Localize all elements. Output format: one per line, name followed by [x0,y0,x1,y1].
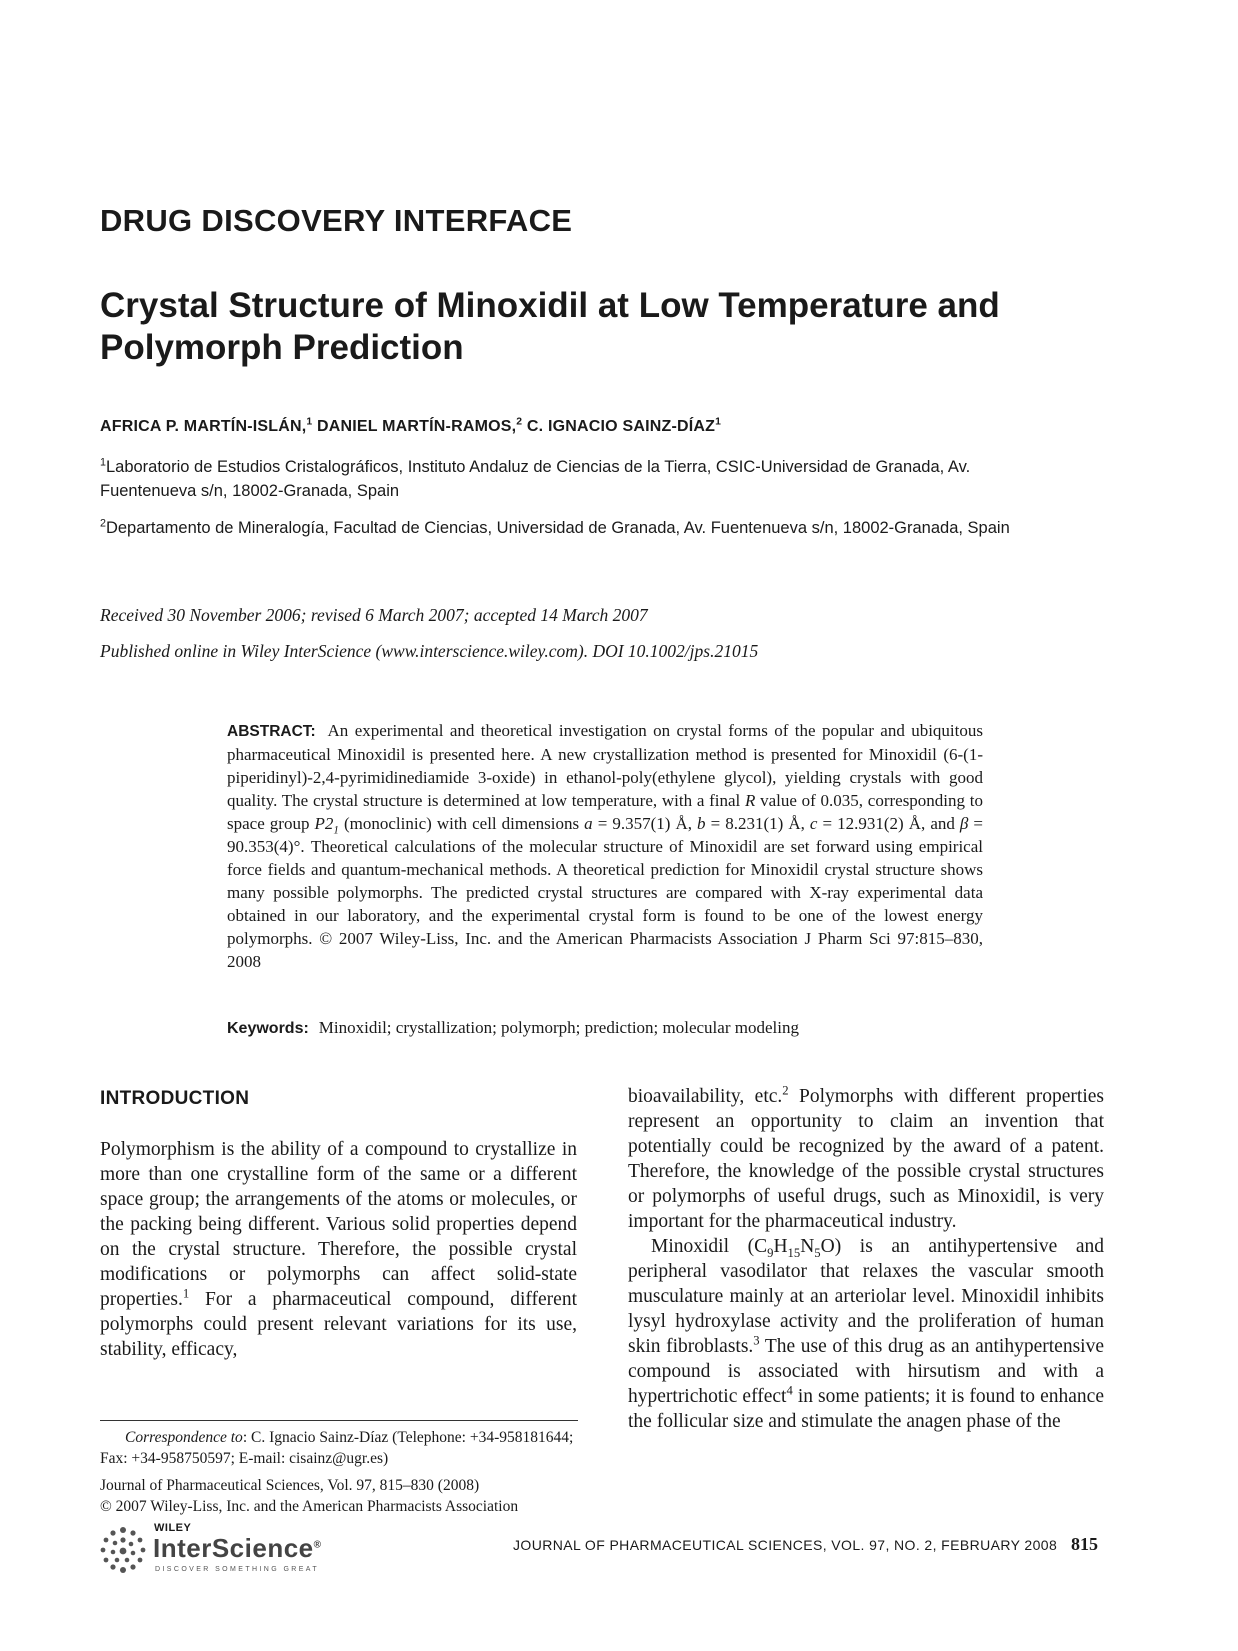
paragraph: Minoxidil $(C_9H_{15}N_5O)$ is an antihypertensive and peripheral vasodilator that relaxes the vascular smooth musculature mainly at an arteriolar level. Minoxidil inhibits lysyl hydroxylase activity and the proliferation of human skin fibroblasts.$^3$ The use of this drug as an antihypertensive compound is associated with hirsutism and with a hypertrichotic effect$^4$ in some patients; it is found to enhance the follicular size and stimulate the anagen phase of the [628,1236,1104,1432]
abstract-text: = 9.357(1) Å, [592,814,698,833]
affiliation-marker: 1 [715,416,722,428]
received-dates: Received 30 November 2006; revised 6 March 2007; accepted 14 March 2007 [100,605,648,625]
publication-info: Published online in Wiley InterScience (www.interscience.wiley.com). DOI 10.1002/jps.21015 [100,641,759,661]
abstract-text: An experimental and theoretical investigation on crystal forms of the popular and ubiquitous pharmaceutical Minoxidil is presented here. A new crystallization method is presented for Minoxidil (6-(1-piperidinyl)-2,4-pyrimidinediamide 3-oxide) in ethanol-poly(ethylene glycol), yielding crystals with good quality. The crystal structure is determined at low temperature, with a final [227,721,983,810]
abstract-text: = 90.353(4)°. Theoretical calculations of the molecular structure of Minoxidil are set forward using empirical force fields and quantum-mechanical methods. A theoretical prediction for Minoxidil crystal structure shows many possible polymorphs. The predicted crystal structures are compared with X-ray experimental data obtained in our laboratory, and the experimental crystal form is found to be one of the lowest energy polymorphs. © 2007 Wiley-Liss, Inc. and the American Pharmacists Association J Pharm Sci 97:815–830, 2008 [227,814,984,971]
correspondence-text: : C. Ignacio Sainz-Díaz (Telephone: +34-958181644; Fax: +34-958750597; E-mail: cisainz@ugr.es) [100,1429,574,1467]
section-heading-introduction: INTRODUCTION [100,1088,250,1109]
affiliation-text: Departamento de Mineralogía, Facultad de Ciencias, Universidad de Granada, Av. Fuentenueva s/n, 18002-Granada, Spain [105,519,1010,537]
affiliation-2 [100,516,1060,540]
author-name: AFRICA P. MARTÍN-ISLÁN, [100,418,307,435]
citation-marker: 3 [753,1333,760,1348]
affiliation-marker: 1 [100,456,106,469]
globe-icon [96,1524,150,1578]
copyright-line: © 2007 Wiley-Liss, Inc. and the American Pharmacists Association [100,1498,519,1515]
abstract-symbol: a [584,814,593,833]
paragraph: bioavailability, etc.$^2$ Polymorphs with different properties represent an opportunity to claim an invention that potentially could be recognized by the award of a patent. Therefore, the knowledge of the possible crystal structures or polymorphs of useful drugs, such as Minoxidil, is very important for the pharmaceutical industry. [628,1083,1104,1232]
body-column-left [100,1137,577,1362]
abstract [227,719,983,973]
running-footer: JOURNAL OF PHARMACEUTICAL SCIENCES, VOL. 97, NO. 2, FEBRUARY 2008 [513,1537,1058,1553]
affiliation-1 [100,455,1060,503]
abstract-text: = 12.931(2) Å, and [817,814,960,833]
correspondence-note [100,1427,578,1469]
keywords-text: Minoxidil; crystallization; polymorph; prediction; molecular modeling [318,1018,799,1037]
wiley-interscience-logo [96,1522,356,1578]
logo-tagline: DISCOVER SOMETHING GREAT [155,1566,320,1573]
keywords [227,1016,987,1040]
affiliation-marker: 1 [306,416,313,428]
affiliation-marker: 2 [100,517,106,530]
author-list [100,418,721,436]
author-name: C. IGNACIO SAINZ-DÍAZ [526,418,716,435]
page-number: 815 [1071,1534,1098,1554]
abstract-text: = 8.231(1) Å, [705,814,810,833]
affiliation-marker: 2 [516,416,523,428]
paper-title: Crystal Structure of Minoxidil at Low Temperature and Polymorph Prediction [100,286,1000,367]
journal-citation: Journal of Pharmaceutical Sciences, Vol. 97, 815–830 (2008) [100,1477,480,1494]
keywords-label: Keywords: [227,1020,309,1037]
journal-info [100,1475,578,1517]
abstract-symbol: c [809,814,818,833]
correspondence-label: Correspondence to [125,1429,243,1446]
paragraph: Polymorphism is the ability of a compound to crystallize in more than one crystalline form of the same or a different space group; the arrangements of the atoms or molecules, or the packing being different. Various solid properties depend on the crystal structure. Therefore, the possible crystal modifications or polymorphs can affect solid-state properties.$^1$ For a pharmaceutical compound, different polymorphs could present relevant variations for its use, stability, efficacy, [100,1139,577,1360]
wiley-wordmark: WILEY [154,1522,192,1534]
abstract-text: (monoclinic) with cell dimensions [338,814,585,833]
abstract-symbol: b [697,814,706,833]
citation-marker: 4 [786,1383,793,1398]
interscience-wordmark: InterScience® [153,1533,322,1563]
abstract-symbol: R [744,791,756,810]
section-label: DRUG DISCOVERY INTERFACE [100,203,573,238]
citation-marker: 2 [782,1083,789,1098]
abstract-symbol: β [959,814,969,833]
affiliation-text: Laboratorio de Estudios Cristalográficos, Instituto Andaluz de Ciencias de la Tierra, CSIC-Universidad de Granada, Av. Fuentenueva s/n, 18002-Granada, Spain [100,458,971,500]
abstract-text: value of 0.035, corresponding to space group [227,791,983,833]
body-column-right [628,1084,1104,1434]
footnote-divider [100,1420,578,1421]
abstract-symbol: $P2_1$ [314,814,339,837]
abstract-label: ABSTRACT: [227,723,316,740]
author-name: DANIEL MARTÍN-RAMOS, [317,418,517,435]
citation-marker: 1 [182,1286,190,1301]
